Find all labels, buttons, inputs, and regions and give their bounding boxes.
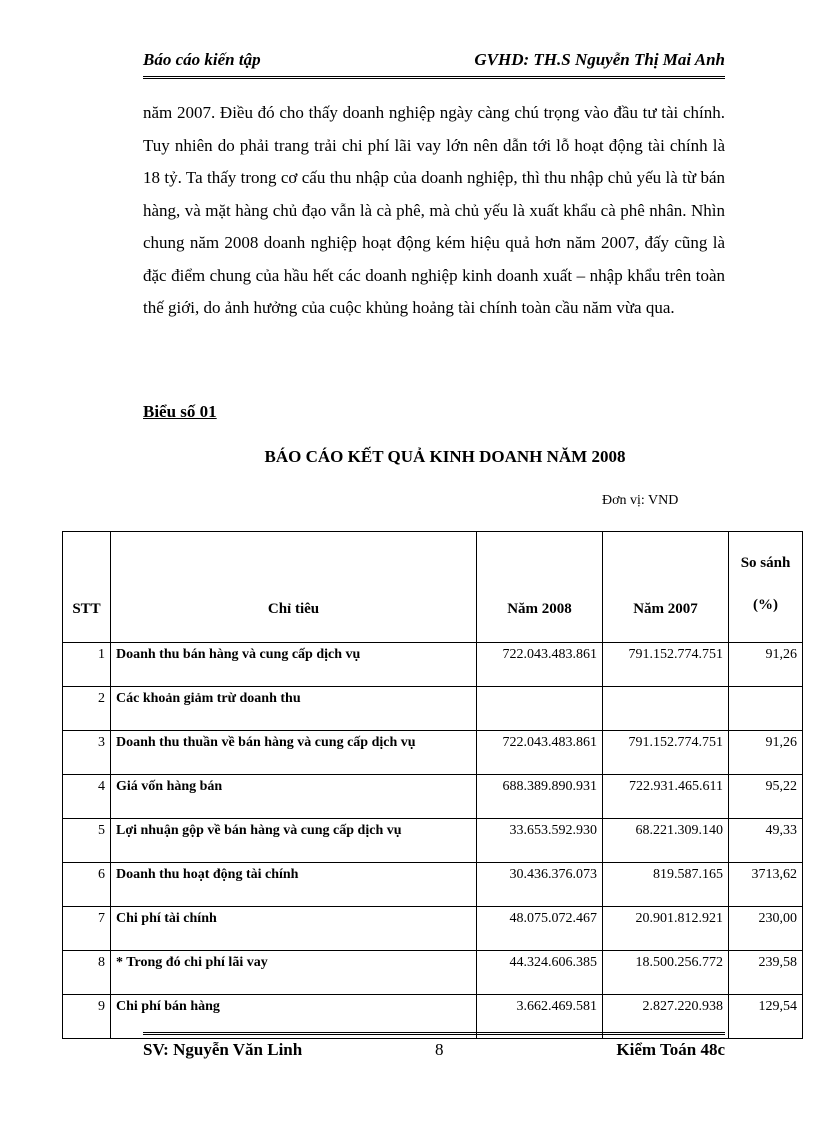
- header-divider: [143, 76, 725, 79]
- row-stt: 3: [63, 731, 111, 775]
- page-number: 8: [435, 1040, 444, 1059]
- page-header: [143, 50, 725, 74]
- table-row: [63, 731, 803, 775]
- header-compare: [729, 532, 803, 643]
- row-indicator: Lợi nhuận gộp về bán hàng và cung cấp dịch vụ: [111, 819, 477, 863]
- row-year-2007: 2.827.220.938: [603, 995, 729, 1039]
- row-stt: 6: [63, 863, 111, 907]
- table-row: [63, 775, 803, 819]
- header-year-2007: Năm 2007: [603, 532, 729, 643]
- row-stt: 7: [63, 907, 111, 951]
- row-stt: 9: [63, 995, 111, 1039]
- row-stt: 2: [63, 687, 111, 731]
- header-stt: STT: [63, 532, 111, 643]
- income-statement-table: [62, 531, 803, 1039]
- header-compare-line1: So sánh: [740, 555, 791, 571]
- header-supervisor: GVHD: TH.S Nguyễn Thị Mai Anh: [474, 50, 725, 69]
- row-year-2007: 18.500.256.772: [603, 951, 729, 995]
- row-year-2008: 688.389.890.931: [477, 775, 603, 819]
- row-indicator: Doanh thu thuần về bán hàng và cung cấp dịch vụ: [111, 731, 477, 775]
- row-compare-pct: 129,54: [729, 995, 803, 1039]
- page-footer: [143, 1040, 725, 1064]
- row-compare-pct: 91,26: [729, 643, 803, 687]
- table-row: [63, 687, 803, 731]
- footer-student: SV: Nguyễn Văn Linh: [143, 1040, 303, 1059]
- row-compare-pct: 91,26: [729, 731, 803, 775]
- row-year-2007: 819.587.165: [603, 863, 729, 907]
- header-report-type: Báo cáo kiến tập: [143, 50, 261, 69]
- row-year-2007: 791.152.774.751: [603, 643, 729, 687]
- table-row: [63, 951, 803, 995]
- row-indicator: Chi phí tài chính: [111, 907, 477, 951]
- row-stt: 4: [63, 775, 111, 819]
- unit-label: Đơn vị: VND: [602, 493, 679, 508]
- row-indicator: Các khoản giảm trừ doanh thu: [111, 687, 477, 731]
- row-indicator: Doanh thu hoạt động tài chính: [111, 863, 477, 907]
- header-year-2008: Năm 2008: [477, 532, 603, 643]
- row-year-2008: 33.653.592.930: [477, 819, 603, 863]
- header-indicator: Chỉ tiêu: [111, 532, 477, 643]
- row-year-2008: 44.324.606.385: [477, 951, 603, 995]
- row-year-2008: 30.436.376.073: [477, 863, 603, 907]
- row-stt: 1: [63, 643, 111, 687]
- chart-label: Biểu số 01: [143, 402, 217, 421]
- header-compare-line2: (%): [753, 597, 778, 613]
- row-compare-pct: 3713,62: [729, 863, 803, 907]
- row-year-2008: [477, 687, 603, 731]
- row-indicator: Giá vốn hàng bán: [111, 775, 477, 819]
- row-year-2008: 48.075.072.467: [477, 907, 603, 951]
- table-row: [63, 907, 803, 951]
- row-year-2008: 722.043.483.861: [477, 643, 603, 687]
- table-row: [63, 863, 803, 907]
- footer-divider: [143, 1032, 725, 1035]
- row-stt: 8: [63, 951, 111, 995]
- table-row: [63, 819, 803, 863]
- row-year-2007: 68.221.309.140: [603, 819, 729, 863]
- row-compare-pct: 49,33: [729, 819, 803, 863]
- row-indicator: Doanh thu bán hàng và cung cấp dịch vụ: [111, 643, 477, 687]
- row-year-2007: 791.152.774.751: [603, 731, 729, 775]
- table-header-row: [63, 532, 803, 643]
- row-year-2008: 722.043.483.861: [477, 731, 603, 775]
- row-year-2007: [603, 687, 729, 731]
- table-row: [63, 643, 803, 687]
- body-paragraph: năm 2007. Điều đó cho thấy doanh nghiệp ngày càng chú trọng vào đầu tư tài chính. Tuy nhiên do phải trang trải chi phí lãi vay lớn nên dẫn tới lỗ hoạt động tài chính là 18 tỷ. Ta thấy trong cơ cấu thu nhập của doanh nghiệp, thì thu nhập chủ yếu là từ bán hàng, và mặt hàng chủ đạo vẫn là cà phê, mà chủ yếu là xuất khẩu cà phê nhân. Nhìn chung năm 2008 doanh nghiệp hoạt động kém hiệu quả hơn năm 2007, đấy cũng là đặc điểm chung của hầu hết các doanh nghiệp kinh doanh xuất – nhập khẩu trên toàn thế giới, do ảnh hưởng của cuộc khủng hoảng tài chính toàn cầu năm vừa qua.: [143, 103, 725, 317]
- row-indicator: * Trong đó chi phí lãi vay: [111, 951, 477, 995]
- row-year-2007: 722.931.465.611: [603, 775, 729, 819]
- row-stt: 5: [63, 819, 111, 863]
- row-year-2007: 20.901.812.921: [603, 907, 729, 951]
- row-indicator: Chi phí bán hàng: [111, 995, 477, 1039]
- table-body: [63, 643, 803, 1039]
- row-year-2008: 3.662.469.581: [477, 995, 603, 1039]
- row-compare-pct: 230,00: [729, 907, 803, 951]
- footer-class: Kiểm Toán 48c: [616, 1040, 725, 1059]
- report-title: BÁO CÁO KẾT QUẢ KINH DOANH NĂM 2008: [264, 447, 626, 466]
- row-compare-pct: 95,22: [729, 775, 803, 819]
- row-compare-pct: 239,58: [729, 951, 803, 995]
- row-compare-pct: [729, 687, 803, 731]
